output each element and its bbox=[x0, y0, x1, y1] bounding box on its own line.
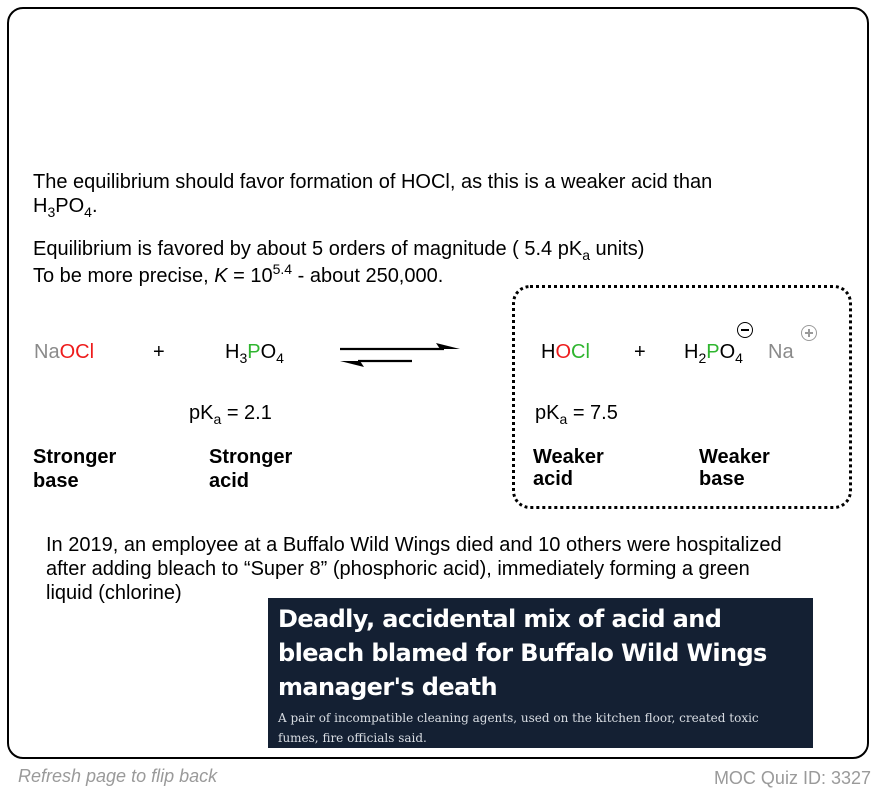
plus-sign-right: + bbox=[634, 341, 646, 363]
sodium-ion: Na bbox=[768, 341, 794, 363]
pka-left: $pK_a = 2.1$ bbox=[189, 402, 272, 427]
equilibrium-arrows-icon bbox=[336, 336, 464, 372]
story-line-2: after adding bleach to “Super 8” (phosphoric acid), immediately forming a green bbox=[46, 558, 750, 580]
story-line-1: In 2019, an employee at a Buffalo Wild Wings died and 10 others were hospitalized bbox=[46, 534, 782, 556]
magnitude-line: Equilibrium is favored by about 5 orders of magnitude ( 5.4 $pK_a$ units) bbox=[33, 238, 645, 263]
news-subline: A pair of incompatible cleaning agents, used on the kitchen floor, created toxic fumes, fire officials said. bbox=[278, 711, 759, 745]
label-stronger-base-1: Stronger bbox=[33, 446, 117, 468]
plus-sign-left: + bbox=[153, 341, 165, 363]
pka-right: $pK_a = 7.5$ bbox=[535, 402, 618, 427]
h2po4-formula: $H_2PO_4$ bbox=[684, 341, 743, 366]
label-weaker-acid-2: acid bbox=[533, 468, 574, 490]
refresh-link[interactable]: Refresh page to flip back bbox=[18, 766, 218, 786]
intro-line-1: The equilibrium should favor formation of HOCl, as this is a weaker acid than bbox=[33, 171, 713, 193]
positive-charge-icon bbox=[801, 325, 817, 341]
label-weaker-acid-1: Weaker bbox=[533, 446, 604, 468]
label-weaker-base-2: base bbox=[699, 468, 745, 490]
hocl-formula: HOCl bbox=[541, 341, 590, 363]
intro-line-2: $H_3PO_4$. bbox=[33, 195, 98, 220]
label-stronger-acid-1: Stronger bbox=[209, 446, 293, 468]
news-banner bbox=[268, 598, 813, 748]
label-weaker-base-1: Weaker bbox=[699, 446, 770, 468]
label-stronger-acid-2: acid bbox=[209, 470, 250, 492]
negative-charge-icon bbox=[737, 322, 753, 338]
h3po4-formula: $H_3PO_4$ bbox=[225, 341, 284, 366]
quiz-id: MOC Quiz ID: 3327 bbox=[713, 768, 871, 788]
naocl-formula: NaOCl bbox=[34, 341, 95, 363]
story-line-3: liquid (chlorine) bbox=[46, 582, 182, 604]
news-headline: Deadly, accidental mix of acid and bleach blamed for Buffalo Wild Wings manager's death bbox=[278, 605, 767, 701]
label-stronger-base-2: base bbox=[33, 470, 79, 492]
precise-line: To be more precise, $K = 10^{5.4}$ - about 250,000. bbox=[33, 261, 444, 287]
